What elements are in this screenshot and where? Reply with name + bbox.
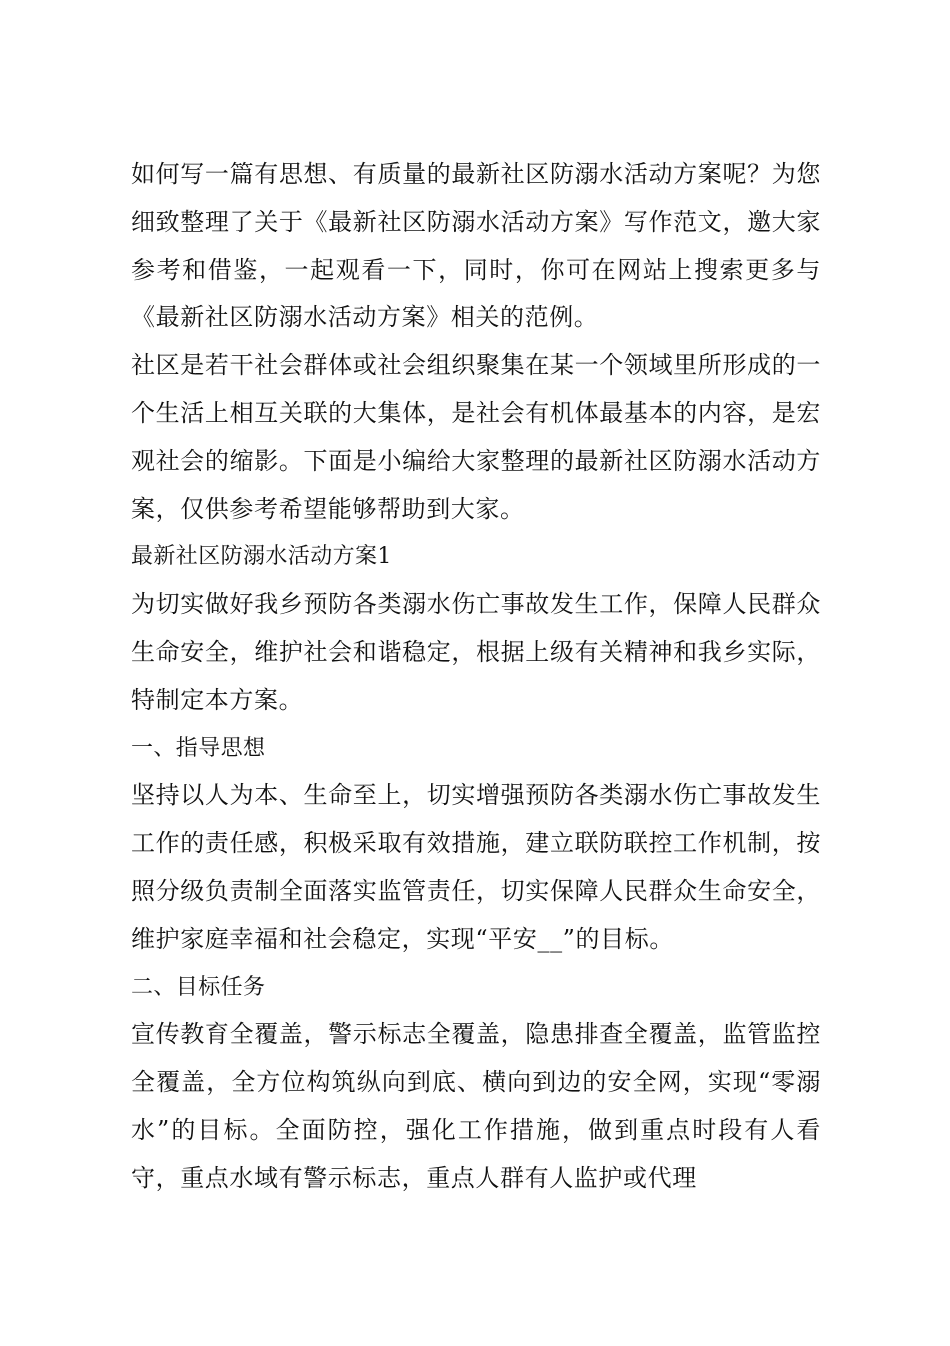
section-title: 最新社区防溺水活动方案1 xyxy=(131,544,392,570)
section-intro-paragraph: 为切实做好我乡预防各类溺水伤亡事故发生工作，保障人民群众生命安全，维护社会和谐稳定，根据上级有关精神和我乡实际，特制定本方案。 xyxy=(131,590,821,714)
intro-paragraph-2: 社区是若干社会群体或社会组织聚集在某一个领域里所形成的一个生活上相互关联的大集体，是社会有机体最基本的内容，是宏观社会的缩影。下面是小编给大家整理的最新社区防溺水活动方案，仅供参考希望能够帮助到大家。 xyxy=(131,351,821,523)
objectives-paragraph: 宣传教育全覆盖，警示标志全覆盖，隐患排查全覆盖，监管监控全覆盖，全方位构筑纵向到底、横向到边的安全网，实现“零溺水”的目标。全面防控，强化工作措施，做到重点时段有人看守，重点水域有警示标志，重点人群有人监护或代理 xyxy=(131,1020,821,1192)
intro-paragraph-1: 如何写一篇有思想、有质量的最新社区防溺水活动方案呢？为您细致整理了关于《最新社区防溺水活动方案》写作范文，邀大家参考和借鉴，一起观看一下，同时，你可在网站上搜索更多与《最新社区防溺水活动方案》相关的范例。 xyxy=(131,160,821,332)
heading-guiding-ideology: 一、指导思想 xyxy=(131,735,266,761)
guiding-ideology-paragraph: 坚持以人为本、生命至上，切实增强预防各类溺水伤亡事故发生工作的责任感，积极采取有效措施，建立联防联控工作机制，按照分级负责制全面落实监管责任，切实保障人民群众生命安全，维护家庭幸福和社会稳定，实现“平安__”的目标。 xyxy=(131,781,821,953)
heading-objectives: 二、目标任务 xyxy=(131,974,266,1000)
document-body xyxy=(131,151,821,1203)
